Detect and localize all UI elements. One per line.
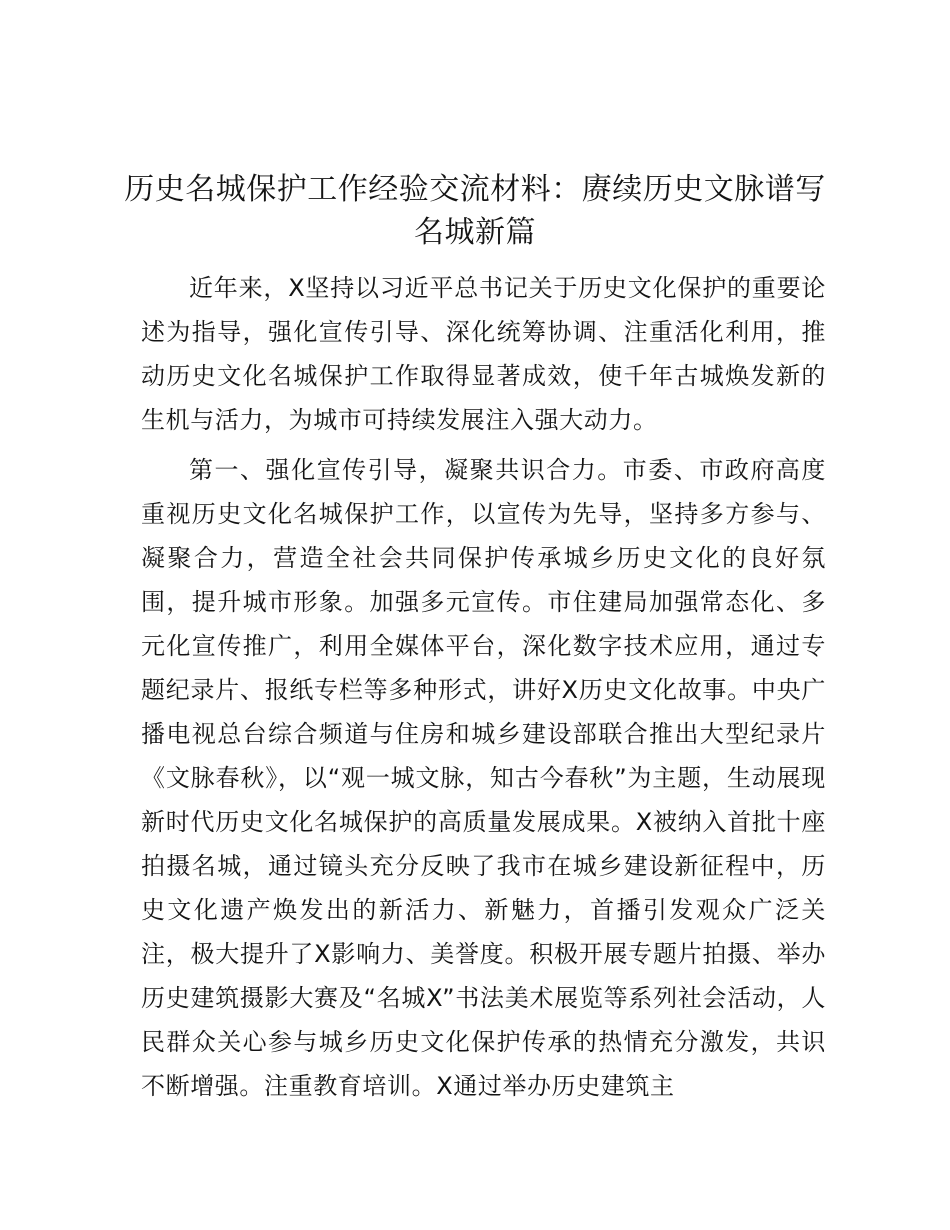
document-title: 历史名城保护工作经验交流材料：赓续历史文脉谱写名城新篇 [124, 172, 826, 250]
paragraph-intro: 近年来，X坚持以习近平总书记关于历史文化保护的重要论述为指导，强化宣传引导、深化统筹协调、注重活化利用，推动历史文化名城保护工作取得显著成效，使千年古城焕发新的生机与活力，为城市可持续发展注入强大动力。 [141, 274, 826, 434]
document-body [141, 266, 826, 1108]
paragraph-section-one: 第一、强化宣传引导，凝聚共识合力。市委、市政府高度重视历史文化名城保护工作，以宣传为先导，坚持多方参与、凝聚合力，营造全社会共同保护传承城乡历史文化的良好氛围，提升城市形象。加强多元宣传。市住建局加强常态化、多元化宣传推广，利用全媒体平台，深化数字技术应用，通过专题纪录片、报纸专栏等多种形式，讲好X历史文化故事。中央广播电视总台综合频道与住房和城乡建设部联合推出大型纪录片《文脉春秋》，以“观一城文脉，知古今春秋”为主题，生动展现新时代历史文化名城保护的高质量发展成果。X被纳入首批十座拍摄名城，通过镜头充分反映了我市在城乡建设新征程中，历史文化遗产焕发出的新活力、新魅力，首播引发观众广泛关注，极大提升了X影响力、美誉度。积极开展专题片拍摄、举办历史建筑摄影大赛及“名城X”书法美术展览等系列社会活动，人民群众关心参与城乡历史文化保护传承的热情充分激发，共识不断增强。注重教育培训。X通过举办历史建筑主 [141, 456, 826, 1100]
